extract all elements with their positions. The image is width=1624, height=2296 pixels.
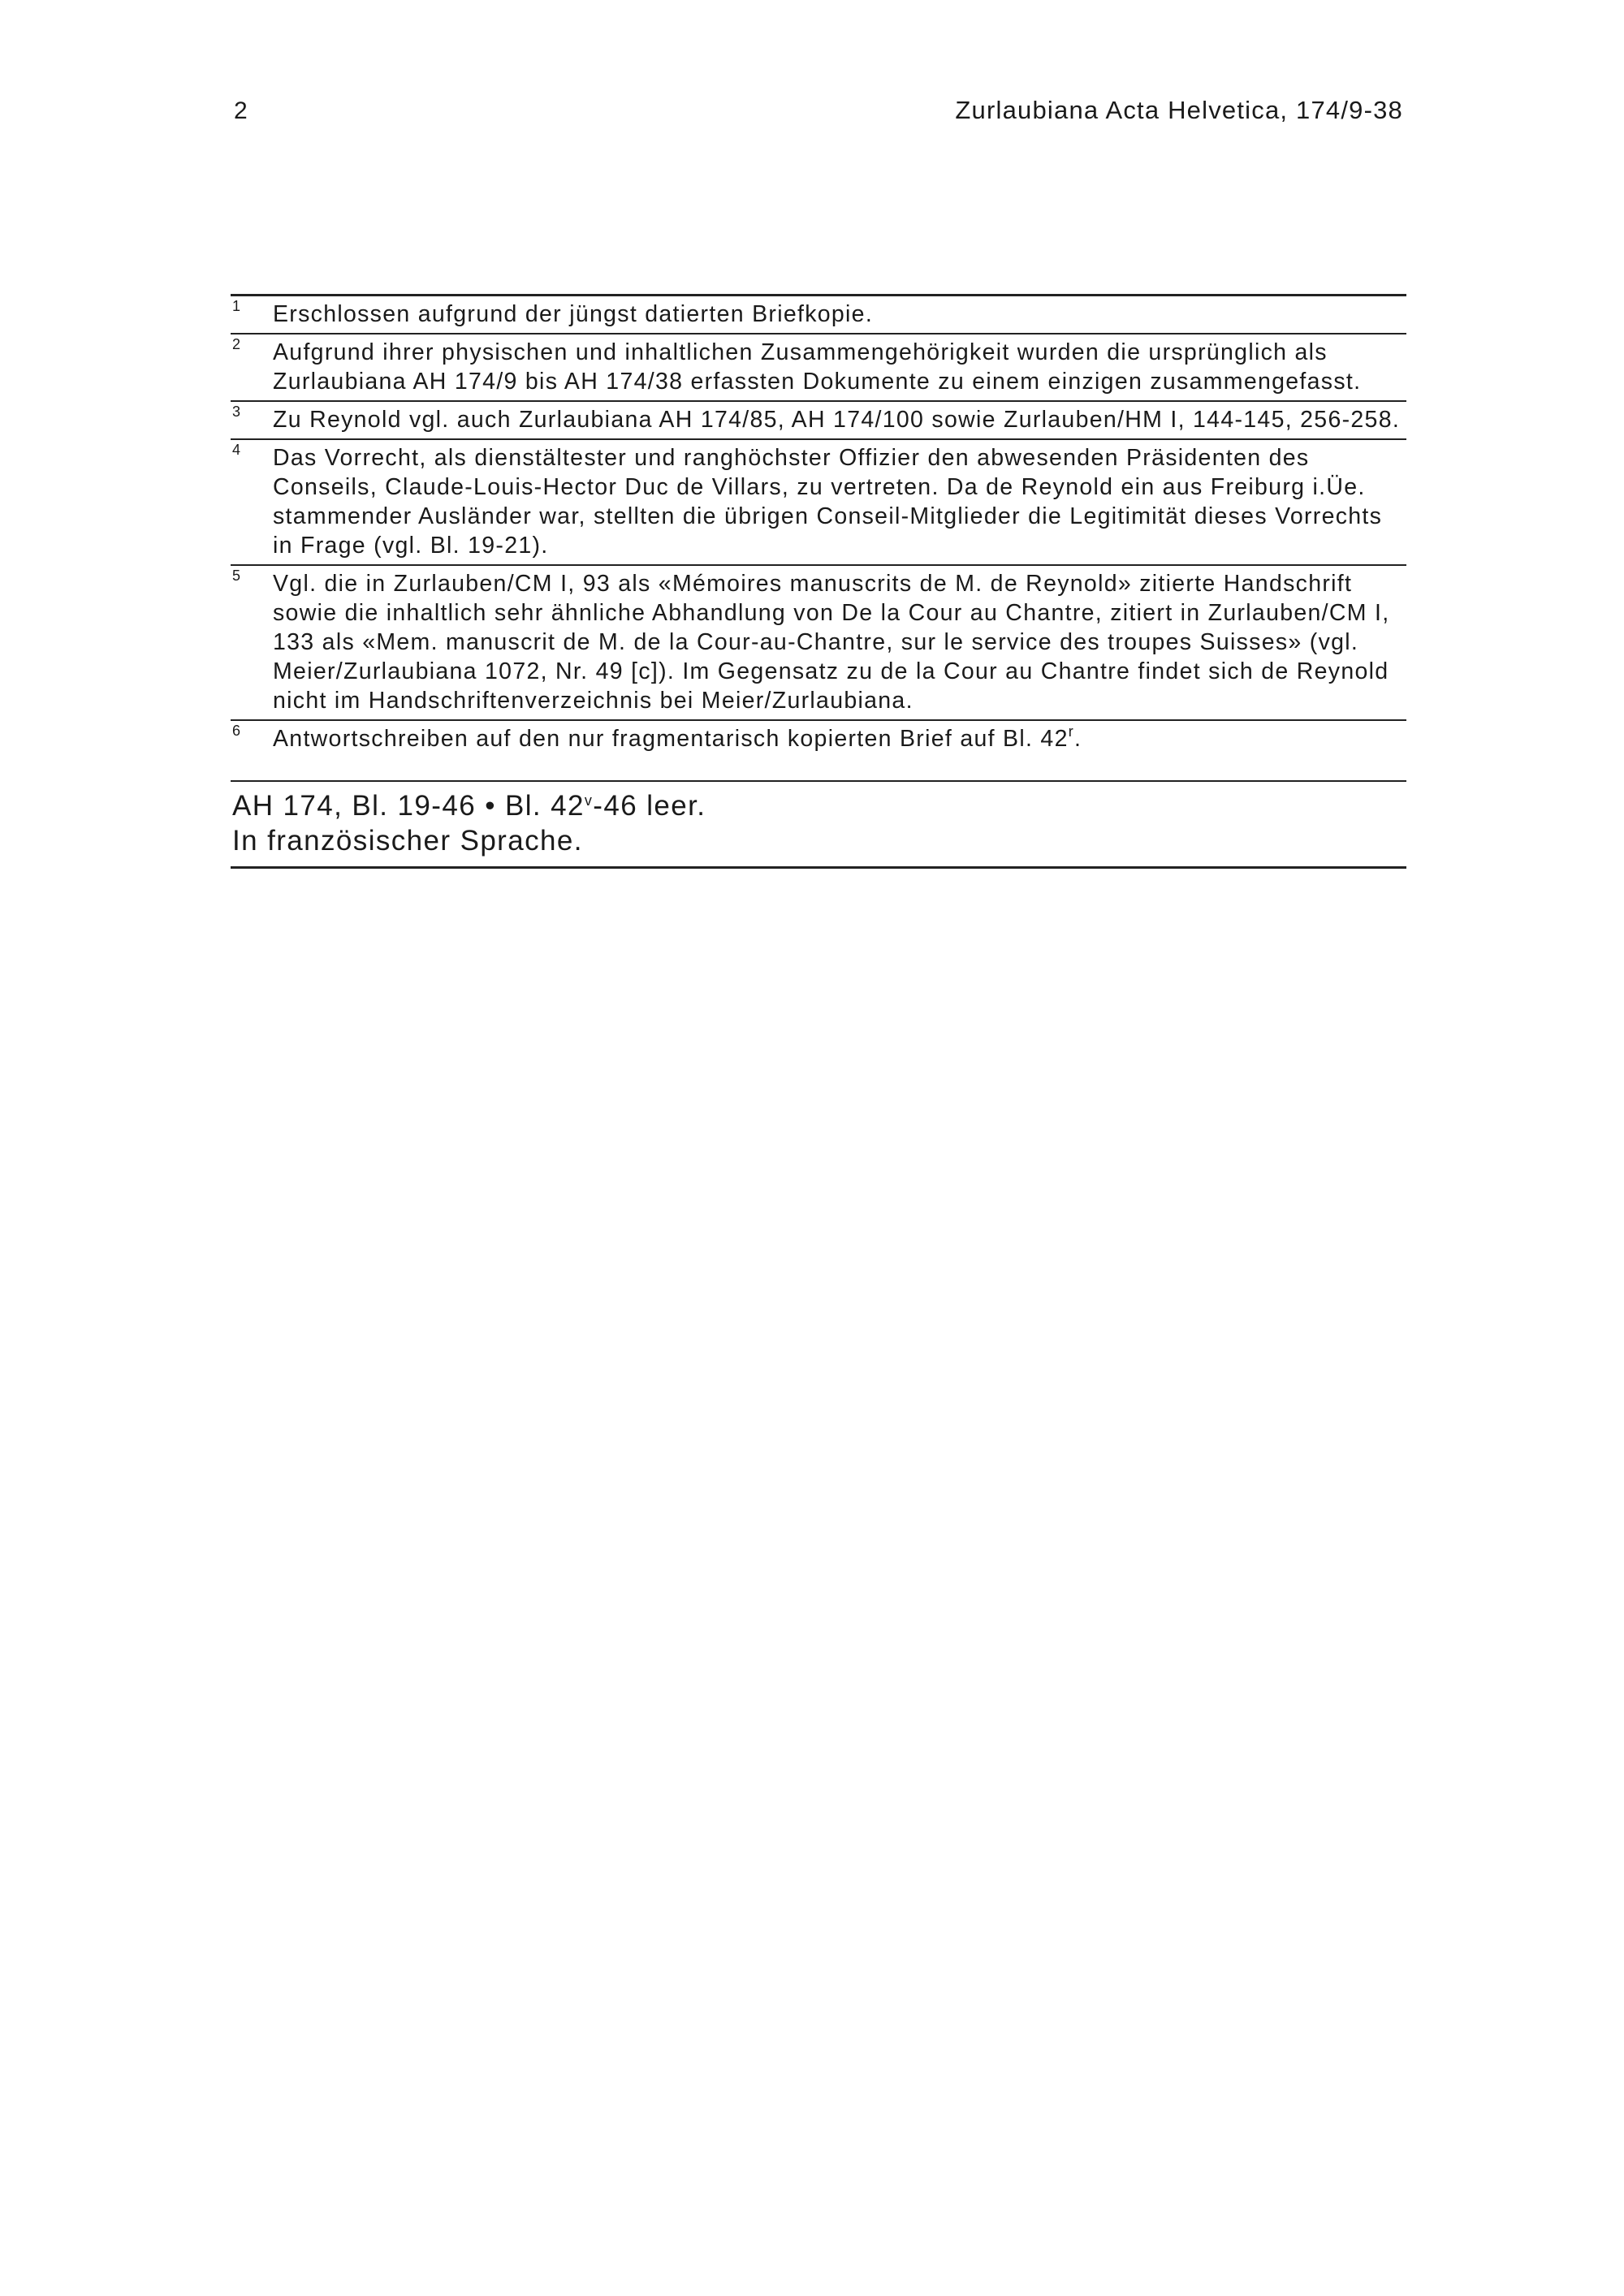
footnote-text-end: . — [1074, 726, 1082, 752]
footnote-text: Vgl. die in Zurlauben/CM I, 93 als «Mémoires manuscrits de M. de Reynold» zitierte Handschrift sowie die inhaltlich sehr ähnliche Abhandlung von De la Cour au Chantre, zitiert in Zurlauben/CM I, 133 als «Mem. manuscrit de M. de la Cour-au-Chantre, sur le service des troupes Suisses» (vgl. Meier/Zurlaubiana 1072, Nr. 49 [c]). Im Gegensatz zu de la Cour au Chantre findet sich de Reynold nicht im Handschriftenverzeichnis bei Meier/Zurlaubiana. — [273, 571, 1390, 714]
footnote — [231, 564, 1406, 719]
footnote-number: 5 — [232, 568, 242, 584]
footnote-text: Aufgrund ihrer physischen und inhaltlichen Zusammengehörigkeit wurden die ursprünglich als Zurlaubiana AH 174/9 bis AH 174/38 erfassten Dokumente zu einem einzigen zusammengefasst. — [273, 339, 1362, 395]
shelfmark-text-end: -46 leer. — [593, 790, 706, 822]
source-line-language: In französischer Sprache. — [232, 825, 583, 857]
source-line-shelfmark — [232, 788, 1406, 823]
shelfmark-text: AH 174, Bl. 19-46 • Bl. 42 — [232, 790, 585, 822]
folio-superscript: v — [584, 792, 594, 809]
footnote-number: 3 — [232, 404, 242, 420]
footnote-number: 6 — [232, 723, 242, 739]
footnote-number: 2 — [232, 336, 242, 352]
footnote-text: Das Vorrecht, als dienstältester und ranghöchster Offizier den abwesenden Präsidenten des Conseils, Claude-Louis-Hector Duc de Villars, zu vertreten. Da de Reynold ein aus Freiburg i.Üe. stammender Ausländer war, stellten die übrigen Conseil-Mitglieder die Legitimität dieses Vorrechts in Frage (vgl. Bl. 19-21). — [273, 445, 1383, 559]
footnote — [231, 333, 1406, 400]
footnote — [231, 400, 1406, 438]
folio-superscript: r — [1068, 723, 1075, 740]
footnote — [231, 294, 1406, 333]
footnote-text: Erschlossen aufgrund der jüngst datierten Briefkopie. — [273, 301, 874, 327]
footnote-text: Zu Reynold vgl. auch Zurlaubiana AH 174/85, AH 174/100 sowie Zurlauben/HM I, 144-145, 256-258. — [273, 407, 1401, 433]
footnote-number: 4 — [232, 442, 242, 458]
footnote-number: 1 — [232, 298, 242, 314]
page-number: 2 — [234, 97, 248, 124]
footnotes-section — [231, 294, 1406, 869]
source-description — [231, 780, 1406, 869]
footnote — [231, 719, 1406, 757]
footnote-text-main: Antwortschreiben auf den nur fragmentarisch kopierten Brief auf Bl. 42 — [273, 726, 1069, 752]
footnote — [231, 438, 1406, 564]
footnote-text — [273, 724, 1406, 753]
running-head: Zurlaubiana Acta Helvetica, 174/9-38 — [955, 96, 1403, 124]
